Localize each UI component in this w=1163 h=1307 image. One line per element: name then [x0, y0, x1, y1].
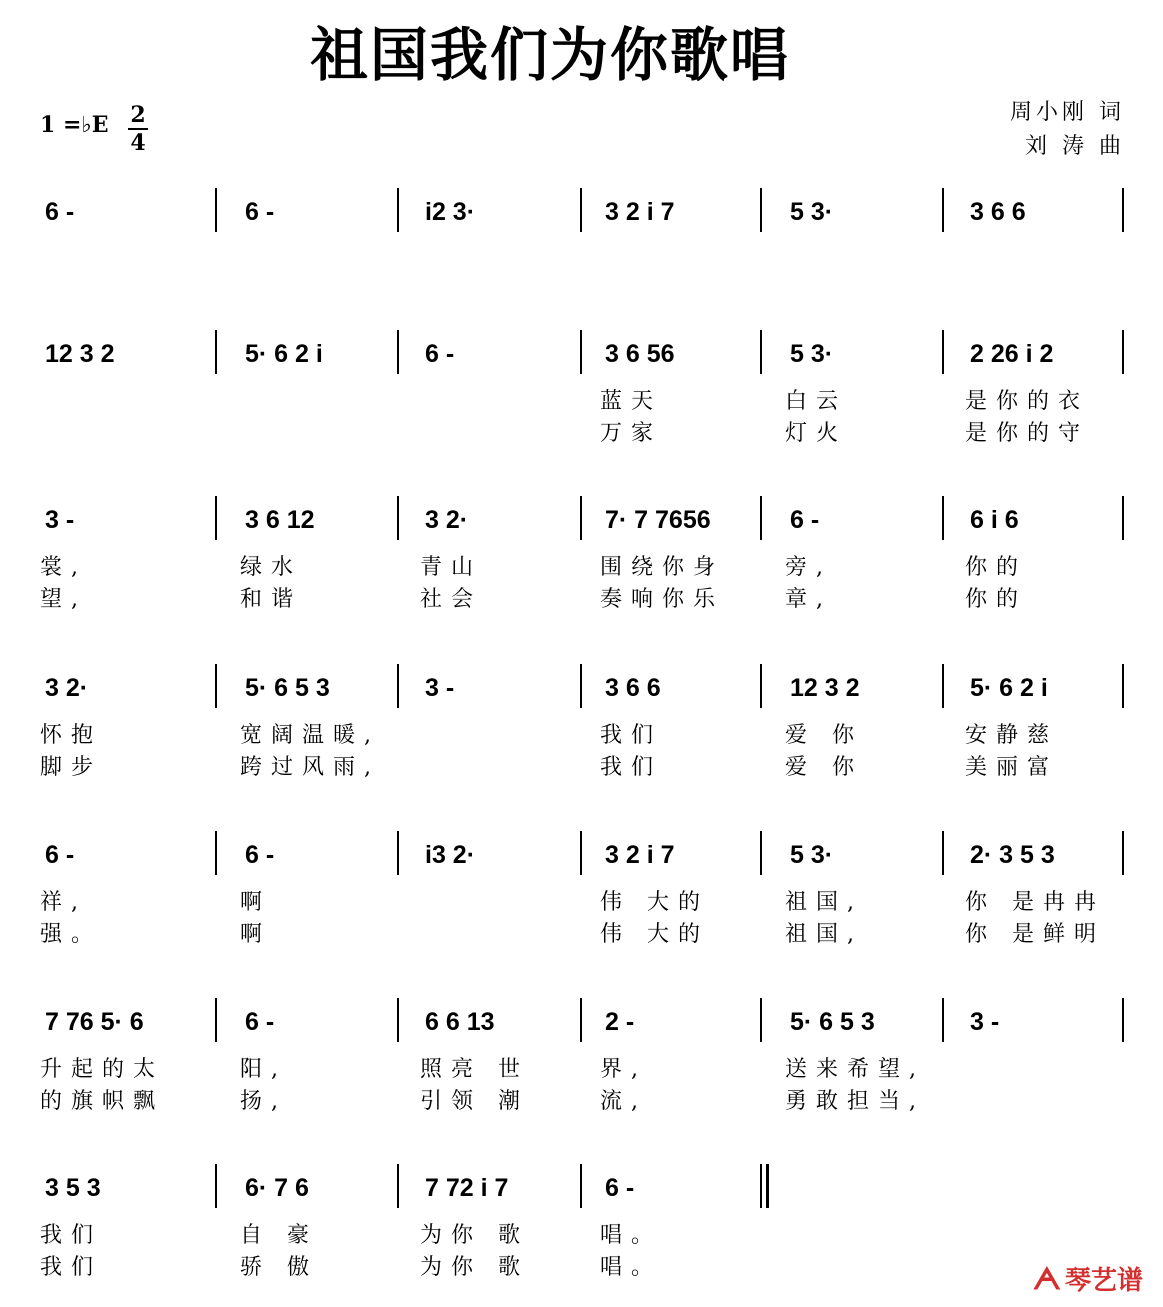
measure-notes: 5 3·	[790, 340, 834, 368]
lyric-line-2: 勇敢担当,	[785, 1089, 925, 1114]
measure-notes: 7 72 i 7	[425, 1174, 509, 1202]
lyric-line-1: 爱 你	[785, 723, 863, 748]
measure-notes: 5· 6 2 i	[245, 340, 323, 368]
lyric-line-1: 阳,	[240, 1057, 287, 1082]
bar-line	[760, 664, 762, 708]
lyric-line-1: 裳,	[40, 555, 87, 580]
bar-line	[942, 188, 944, 232]
measure-notes: 6 -	[605, 1174, 635, 1202]
lyric-line-1: 你的	[965, 555, 1028, 580]
lyric-line-1: 绿水	[240, 555, 303, 580]
bar-line	[942, 664, 944, 708]
measure-notes: 2· 3 5 3	[970, 841, 1055, 869]
lyric-line-2: 美丽富	[965, 755, 1059, 780]
lyric-line-2: 我们	[600, 755, 663, 780]
bar-line	[580, 998, 582, 1042]
lyric-line-2: 唱。	[600, 1255, 663, 1280]
measure-notes: 3 -	[970, 1008, 1000, 1036]
measure-notes: 6· 7 6	[245, 1174, 309, 1202]
lyric-line-1: 怀抱	[40, 723, 103, 748]
bar-line	[942, 330, 944, 374]
measure-notes: 3 6 56	[605, 340, 675, 368]
bar-line	[1122, 188, 1124, 232]
measure-notes: 6 6 13	[425, 1008, 495, 1036]
bar-line	[215, 330, 217, 374]
watermark	[1033, 1260, 1143, 1297]
measure-notes: 7 76 5· 6	[45, 1008, 144, 1036]
bar-line	[1122, 998, 1124, 1042]
lyric-line-1: 围绕你身	[600, 555, 725, 580]
measure-notes: 5 3·	[790, 198, 834, 226]
lyric-line-2: 章,	[785, 587, 832, 612]
bar-line	[580, 496, 582, 540]
bar-line	[397, 998, 399, 1042]
bar-line	[580, 1164, 582, 1208]
lyric-line-2: 和谐	[240, 587, 303, 612]
bar-line	[215, 188, 217, 232]
lyricist-credit: 周小刚 词	[1010, 100, 1125, 125]
lyric-line-1: 送来希望,	[785, 1057, 925, 1082]
lyric-line-1: 旁,	[785, 555, 832, 580]
bar-line	[397, 330, 399, 374]
measure-notes: 3 6 6	[605, 674, 661, 702]
lyric-line-1: 祥,	[40, 890, 87, 915]
lyric-line-1: 界,	[600, 1057, 647, 1082]
bar-line	[215, 998, 217, 1042]
time-numerator: 2	[130, 102, 146, 128]
measure-notes: 2 26 i 2	[970, 340, 1054, 368]
lyric-line-2: 万家	[600, 421, 663, 446]
lyric-line-1: 祖国,	[785, 890, 863, 915]
bar-line	[580, 664, 582, 708]
bar-line	[760, 496, 762, 540]
lyric-line-1: 你 是冉冉	[965, 890, 1105, 915]
measure-notes: 3 -	[45, 506, 75, 534]
bar-line	[397, 188, 399, 232]
lyric-line-2: 我们	[40, 1255, 103, 1280]
measure-notes: 3 2 i 7	[605, 198, 675, 226]
lyric-line-2: 流,	[600, 1089, 647, 1114]
measure-notes: 3 2·	[45, 674, 89, 702]
final-bar-thin	[760, 1164, 762, 1208]
bar-line	[580, 330, 582, 374]
lyric-line-2: 灯火	[785, 421, 848, 446]
composer-credit: 刘 涛 曲	[1025, 134, 1125, 159]
lyric-line-1: 我们	[600, 723, 663, 748]
measure-notes: 6 -	[245, 841, 275, 869]
lyric-line-1: 唱。	[600, 1223, 663, 1248]
song-title: 祖国我们为你歌唱	[309, 21, 790, 89]
lyric-line-1: 白云	[785, 389, 848, 414]
lyric-line-2: 扬,	[240, 1089, 287, 1114]
bar-line	[760, 330, 762, 374]
measure-notes: 5 3·	[790, 841, 834, 869]
measure-notes: 3 2 i 7	[605, 841, 675, 869]
lyric-line-2: 脚步	[40, 755, 103, 780]
measure-notes: 3 6 12	[245, 506, 315, 534]
bar-line	[1122, 831, 1124, 875]
time-denominator: 4	[130, 130, 146, 156]
lyric-line-2: 奏响你乐	[600, 587, 725, 612]
measure-notes: 3 2·	[425, 506, 469, 534]
lyric-line-2: 伟 大的	[600, 922, 709, 947]
lyric-line-1: 青山	[420, 555, 483, 580]
lyric-line-2: 啊	[240, 922, 272, 947]
measure-notes: 12 3 2	[45, 340, 115, 368]
bar-line	[215, 496, 217, 540]
lyric-line-1: 蓝天	[600, 389, 663, 414]
measure-notes: 7· 7 7656	[605, 506, 711, 534]
measure-notes: 3 6 6	[970, 198, 1026, 226]
measure-notes: 12 3 2	[790, 674, 860, 702]
measure-notes: 6 -	[45, 198, 75, 226]
measure-notes: 6 -	[245, 1008, 275, 1036]
measure-notes: 5· 6 5 3	[245, 674, 330, 702]
bar-line	[580, 831, 582, 875]
lyric-line-2: 强。	[40, 922, 103, 947]
bar-line	[760, 188, 762, 232]
bar-line	[942, 998, 944, 1042]
lyric-line-2: 社会	[420, 587, 483, 612]
measure-notes: 5· 6 5 3	[790, 1008, 875, 1036]
bar-line	[942, 831, 944, 875]
measure-notes: 2 -	[605, 1008, 635, 1036]
lyric-line-1: 照亮 世	[420, 1057, 529, 1082]
lyric-line-2: 骄 傲	[240, 1255, 318, 1280]
lyric-line-2: 望,	[40, 587, 87, 612]
bar-line	[942, 496, 944, 540]
lyric-line-2: 是你的守	[965, 421, 1090, 446]
lyric-line-1: 宽阔温暖,	[240, 723, 380, 748]
measure-notes: i2 3·	[425, 198, 476, 226]
measure-notes: 5· 6 2 i	[970, 674, 1048, 702]
bar-line	[1122, 330, 1124, 374]
bar-line	[397, 1164, 399, 1208]
bar-line	[580, 188, 582, 232]
lyric-line-1: 伟 大的	[600, 890, 709, 915]
measure-notes: 6 -	[245, 198, 275, 226]
lyric-line-1: 啊	[240, 890, 272, 915]
lyric-line-2: 你 是鲜明	[965, 922, 1105, 947]
final-bar-thick	[766, 1164, 769, 1208]
measure-notes: 6 i 6	[970, 506, 1019, 534]
measure-notes: 6 -	[425, 340, 455, 368]
bar-line	[215, 831, 217, 875]
lyric-line-2: 爱 你	[785, 755, 863, 780]
bar-line	[215, 1164, 217, 1208]
key-signature: 1 =♭E	[40, 112, 109, 138]
bar-line	[397, 664, 399, 708]
bar-line	[1122, 496, 1124, 540]
lyric-line-2: 你的	[965, 587, 1028, 612]
bar-line	[760, 831, 762, 875]
lyric-line-2: 跨过风雨,	[240, 755, 380, 780]
lyric-line-2: 引领 潮	[420, 1089, 529, 1114]
measure-notes: 6 -	[45, 841, 75, 869]
watermark-text: 琴艺谱	[1064, 1266, 1143, 1296]
bar-line	[1122, 664, 1124, 708]
watermark-logo-icon: ᗅ	[1032, 1262, 1061, 1297]
lyric-line-1: 安静慈	[965, 723, 1059, 748]
lyric-line-2: 为你 歌	[420, 1255, 529, 1280]
measure-notes: i3 2·	[425, 841, 476, 869]
measure-notes: 3 -	[425, 674, 455, 702]
bar-line	[397, 831, 399, 875]
measure-notes: 6 -	[790, 506, 820, 534]
lyric-line-2: 的旗帜飘	[40, 1089, 165, 1114]
lyric-line-1: 是你的衣	[965, 389, 1090, 414]
bar-line	[215, 664, 217, 708]
lyric-line-1: 我们	[40, 1223, 103, 1248]
bar-line	[760, 998, 762, 1042]
measure-notes: 3 5 3	[45, 1174, 101, 1202]
lyric-line-1: 升起的太	[40, 1057, 165, 1082]
lyric-line-1: 为你 歌	[420, 1223, 529, 1248]
bar-line	[397, 496, 399, 540]
lyric-line-1: 自 豪	[240, 1223, 318, 1248]
lyric-line-2: 祖国,	[785, 922, 863, 947]
